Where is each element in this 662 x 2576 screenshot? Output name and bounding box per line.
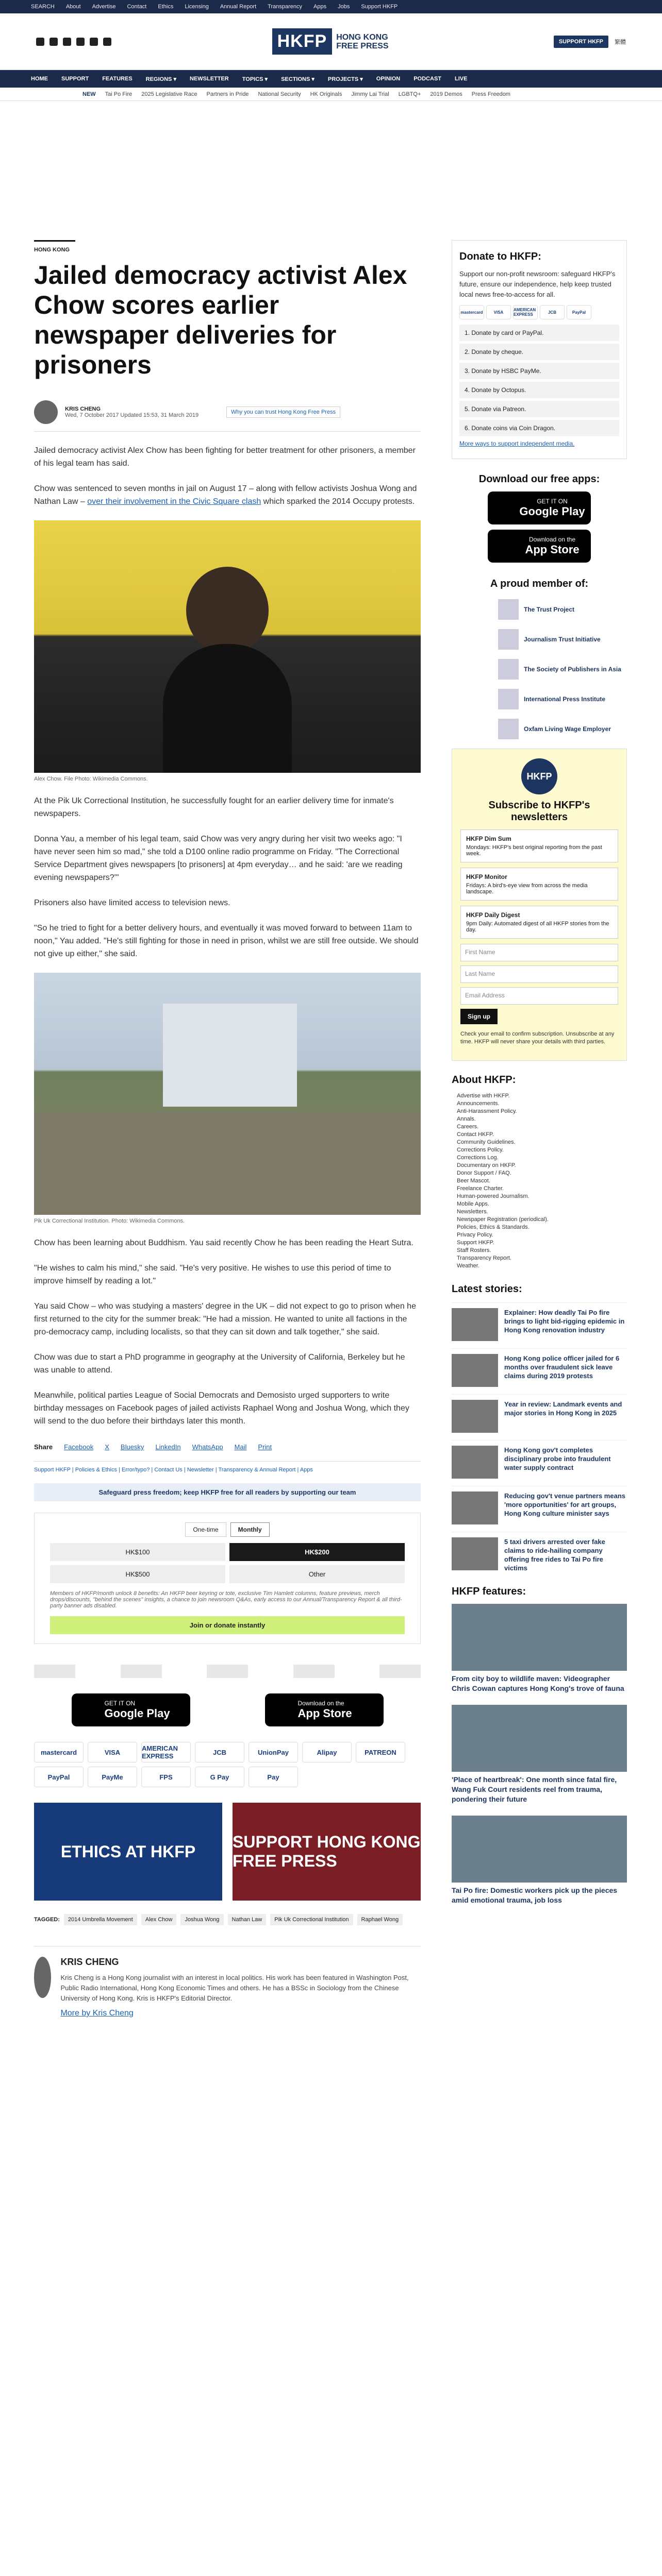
- jcb-icon[interactable]: JCB: [195, 1742, 244, 1762]
- member-logo[interactable]: Oxfam Living Wage Employer: [498, 719, 627, 739]
- about-link[interactable]: Mobile Apps.: [457, 1201, 489, 1207]
- paragraph: "So he tried to fight for a better delivery hours, and eventually it was moved forward to between 11am to noon," Yau added. "He's still fighting for those in need in prison, whilst we are still free outside. We should not give up either," she said.: [34, 924, 419, 958]
- sidebar-heading: HKFP features:: [452, 1586, 526, 1597]
- share-label: Share: [34, 1443, 53, 1451]
- feature-story[interactable]: 'Place of heartbreak': One month since fatal fire, Wang Fuk Court residents reel from trauma, pondering their future: [452, 1705, 627, 1804]
- donate-method[interactable]: 4. Donate by Octopus.: [459, 382, 619, 398]
- trending-link[interactable]: Partners in Pride: [206, 91, 249, 97]
- feature-story[interactable]: Tai Po fire: Domestic workers pick up the pieces amid emotional trauma, job loss: [452, 1816, 627, 1905]
- about-link[interactable]: Support HKFP.: [457, 1240, 494, 1246]
- first-name-field[interactable]: First Name: [460, 944, 618, 961]
- partner-logos: [34, 1665, 421, 1678]
- article: [34, 240, 421, 2018]
- visa-icon[interactable]: VISA: [88, 1742, 137, 1762]
- applepay-icon[interactable]: Pay: [249, 1767, 298, 1787]
- newsletter-signup: [452, 749, 627, 1061]
- about-link[interactable]: Human-powered Journalism.: [457, 1193, 529, 1199]
- story-thumbnail: [452, 1446, 498, 1479]
- paragraph: Donna Yau, a member of his legal team, said Chow was very angry during her visit two weeks ago: "I have never seen him so mad," she told a D100 online radio programme on Friday. "The Correctional Service Department gives newspapers [to prisoners] at 4pm everyday… and he said: 'are we reading evening newspapers?'": [34, 835, 403, 882]
- app-store-button[interactable]: Download on the App Store: [488, 530, 591, 563]
- frequency-toggle: [50, 1522, 405, 1537]
- brand-actions: [554, 36, 626, 48]
- main-nav: [0, 70, 662, 88]
- tag[interactable]: Pik Uk Correctional Institution: [270, 1914, 353, 1925]
- newsletter-option[interactable]: HKFP Dim Sum Mondays: HKFP's best original reporting from the past week.: [460, 829, 618, 862]
- facebook-icon[interactable]: [36, 38, 44, 46]
- more-ways-link[interactable]: More ways to support independent media.: [459, 440, 575, 447]
- paragraph: Meanwhile, political parties League of Social Democrats and Demosisto urged supporters to write birthday messages on Facebook pages of jailed activists Raphael Wong and Joshua Wong, which they will send to the duo before their birthdays later this month.: [34, 1391, 409, 1426]
- topbar-link[interactable]: Contact: [127, 4, 147, 10]
- photo-caption: Pik Uk Correctional Institution. Photo: Wikimedia Commons.: [34, 1218, 185, 1224]
- newsletter-option[interactable]: HKFP Daily Digest 9pm Daily: Automated digest of all HKFP stories from the day.: [460, 906, 618, 939]
- article-footer-links[interactable]: Support HKFP | Policies & Ethics | Error/typo? | Contact Us | Newsletter | Transparency & Annual Report | Apps: [34, 1467, 313, 1473]
- promo-banners: [34, 1803, 421, 1901]
- jcb-icon: JCB: [540, 305, 565, 319]
- nav-item[interactable]: TOPICS ▾: [242, 76, 268, 82]
- inline-link[interactable]: over their involvement in the Civic Square clash: [87, 497, 261, 506]
- member-logo[interactable]: The Society of Publishers in Asia: [498, 659, 627, 680]
- tag[interactable]: Alex Chow: [141, 1914, 177, 1925]
- social-icons: [36, 38, 111, 46]
- about-link[interactable]: Donor Support / FAQ.: [457, 1170, 511, 1176]
- gpay-icon[interactable]: G Pay: [195, 1767, 244, 1787]
- share-whatsapp[interactable]: WhatsApp: [192, 1443, 223, 1451]
- about-links: [452, 1092, 627, 1270]
- member-logo[interactable]: International Press Institute: [498, 689, 627, 709]
- share-mail[interactable]: Mail: [234, 1443, 247, 1451]
- share-bar: [34, 1443, 421, 1462]
- donate-methods: [459, 325, 619, 436]
- about-link[interactable]: Corrections Policy.: [457, 1147, 504, 1153]
- share-print[interactable]: Print: [258, 1443, 272, 1451]
- trust-project-logo[interactable]: [34, 1665, 75, 1678]
- topbar-link[interactable]: Transparency: [268, 4, 302, 10]
- latest-story[interactable]: Explainer: How deadly Tai Po fire brings to light bid-rigging epidemic in Hong Kong renovation industry: [452, 1302, 627, 1341]
- nav-item[interactable]: HOME: [31, 76, 48, 82]
- payme-icon[interactable]: PayMe: [88, 1767, 137, 1787]
- sidebar-members: [452, 578, 627, 739]
- nav-item[interactable]: REGIONS ▾: [145, 76, 176, 82]
- about-link[interactable]: Documentary on HKFP.: [457, 1162, 516, 1168]
- email-field[interactable]: Email Address: [460, 987, 618, 1005]
- topbar-link[interactable]: Annual Report: [220, 4, 257, 10]
- x-icon[interactable]: [49, 38, 58, 46]
- patreon-icon[interactable]: PATREON: [356, 1742, 405, 1762]
- about-link[interactable]: Contact HKFP.: [457, 1131, 494, 1138]
- trending-link[interactable]: National Security: [258, 91, 301, 97]
- trending-link[interactable]: Press Freedom: [471, 91, 510, 97]
- author-avatar: [34, 400, 58, 424]
- member-logo-list: [452, 599, 627, 739]
- tag[interactable]: Joshua Wong: [180, 1914, 223, 1925]
- newsletter-option[interactable]: HKFP Monitor Fridays: A bird's-eye view from across the media landscape.: [460, 868, 618, 901]
- sidebar-heading: Download our free apps:: [478, 473, 600, 485]
- top-utility-bar: [0, 0, 662, 13]
- share-facebook[interactable]: Facebook: [64, 1443, 94, 1451]
- nav-item[interactable]: FEATURES: [102, 76, 133, 82]
- trending-link[interactable]: Jimmy Lai Trial: [351, 91, 389, 97]
- linkedin-icon[interactable]: [90, 38, 98, 46]
- latest-story[interactable]: 5 taxi drivers arrested over fake claims to ride-hailing company offering free rides to Tai Po fire victims: [452, 1532, 627, 1572]
- signup-note: Check your email to confirm subscription. Unsubscribe at any time. HKFP will never share your details with third parties.: [460, 1031, 615, 1045]
- tag[interactable]: 2014 Umbrella Movement: [64, 1914, 137, 1925]
- app-buttons: [34, 1693, 421, 1726]
- more-by-author[interactable]: More by Kris Cheng: [60, 2009, 134, 2018]
- paragraph: Chow was due to start a PhD programme in geography at the University of California, Berkeley but he was unable to attend.: [34, 1353, 405, 1375]
- fps-icon[interactable]: FPS: [141, 1767, 191, 1787]
- brand-bar: [0, 13, 662, 70]
- donate-method[interactable]: 6. Donate coins via Coin Dragon.: [459, 420, 619, 436]
- mastercard-icon[interactable]: mastercard: [34, 1742, 84, 1762]
- story-thumbnail: [452, 1400, 498, 1433]
- paypal-icon[interactable]: PayPal: [34, 1767, 84, 1787]
- new-label: NEW: [82, 91, 96, 97]
- language-switch[interactable]: 繁體: [615, 39, 626, 45]
- sidebar-pay-icons: [459, 305, 619, 319]
- byline: [34, 400, 421, 432]
- feature-story[interactable]: From city boy to wildlife maven: Videographer Chris Cowan captures Hong Kong's trove of fauna: [452, 1604, 627, 1693]
- topbar-link[interactable]: SEARCH: [31, 4, 55, 10]
- sidebar-heading: Subscribe to HKFP's newsletters: [488, 800, 590, 823]
- about-link[interactable]: Beer Mascot.: [457, 1178, 490, 1184]
- about-link[interactable]: Staff Rosters.: [457, 1247, 491, 1253]
- latest-story[interactable]: Reducing gov't venue partners means 'more opportunities' for art groups, Hong Kong culture minister says: [452, 1486, 627, 1524]
- topbar-link[interactable]: Licensing: [185, 4, 209, 10]
- last-name-field[interactable]: Last Name: [460, 965, 618, 983]
- share-bluesky[interactable]: Bluesky: [120, 1443, 144, 1451]
- paypal-icon: PayPal: [567, 305, 591, 319]
- donate-method[interactable]: 5. Donate via Patreon.: [459, 401, 619, 417]
- bluesky-icon[interactable]: [103, 38, 111, 46]
- tags-label: TAGGED:: [34, 1917, 60, 1923]
- about-link[interactable]: Transparency Report.: [457, 1255, 511, 1261]
- hkfp-features: [452, 1586, 627, 1905]
- article-dates: Wed, 7 October 2017 Updated 15:53, 31 March 2019: [65, 412, 199, 418]
- hkfp-logo-icon: HKFP: [521, 758, 557, 794]
- freq-one-time[interactable]: One-time: [185, 1522, 226, 1537]
- amount-options: [50, 1543, 405, 1583]
- feature-image: [452, 1705, 627, 1772]
- topbar-link[interactable]: Jobs: [338, 4, 350, 10]
- logo-mark: HKFP: [272, 28, 333, 55]
- paragraph: Yau said Chow – who was studying a masters' degree in the UK – did not expect to go to prison when he first returned to the city for the summer break: "He had a mission. He wanted to unite all factions in the pro-democracy camp, including localists, so that they can sit down and talk together," she said.: [34, 1302, 416, 1336]
- jti-icon: [498, 629, 519, 650]
- amount-option[interactable]: Other: [229, 1565, 405, 1583]
- support-banner[interactable]: Safeguard press freedom; keep HKFP free for all readers by supporting our team: [34, 1483, 421, 1501]
- trending-link[interactable]: 2025 Legislative Race: [141, 91, 197, 97]
- paragraph: At the Pik Uk Correctional Institution, he successfully fought for an earlier delivery time for inmate's newspapers.: [34, 796, 394, 818]
- author-avatar: [34, 1957, 51, 1998]
- sidebar-heading: About HKFP:: [452, 1074, 516, 1086]
- donate-note: Support our non-profit newsroom: safeguard HKFP's future, ensure our independence, help keep trusted local news free-to-access for all.: [459, 270, 616, 298]
- sidebar-donate: [452, 240, 627, 459]
- nav-item[interactable]: PROJECTS ▾: [327, 76, 363, 82]
- latest-stories: [452, 1283, 627, 1572]
- sidebar-apps: [452, 473, 627, 563]
- share-x[interactable]: X: [105, 1443, 109, 1451]
- amex-icon: AMERICAN EXPRESS: [513, 305, 538, 319]
- sidebar: [452, 240, 627, 1917]
- logo-text: HONG KONG FREE PRESS: [336, 32, 389, 50]
- alex-chow-photo: [34, 520, 421, 773]
- member-benefits: Members of HKFP/month unlock 8 benefits: An HKFP beer keyring or tote, exclusive Tim Hamlett columns, feature previews, merch drops/discounts, "behind the scenes" insights, a chance to join newsroom Q&As, early access to our Annual/Transparency Report & all third-party banner ads disabled.: [50, 1590, 402, 1609]
- about-link[interactable]: Weather.: [457, 1263, 479, 1269]
- about-section: [452, 1074, 627, 1270]
- trending-link[interactable]: 2019 Demos: [430, 91, 462, 97]
- trending-link[interactable]: LGBTQ+: [398, 91, 421, 97]
- paragraph: Chow has been learning about Buddhism. Yau said recently Chow he has been reading the Heart Sutra.: [34, 1239, 413, 1247]
- author-box-name[interactable]: KRIS CHENG: [60, 1957, 119, 1967]
- sidebar-heading: Latest stories:: [452, 1283, 522, 1295]
- about-link[interactable]: Anti-Harassment Policy.: [457, 1108, 517, 1114]
- feature-image: [452, 1604, 627, 1671]
- visa-icon: VISA: [486, 305, 511, 319]
- oxfam-logo[interactable]: [379, 1665, 421, 1678]
- google-play-button[interactable]: GET IT ON Google Play: [72, 1693, 190, 1726]
- paragraph: Chow was sentenced to seven months in jail on August 17 – along with fellow activists Joshua Wong and Nathan Law – over their involvement in the Civic Square clash which sparked the 2014 Occupy protests.: [34, 484, 417, 506]
- sopa-logo[interactable]: [207, 1665, 248, 1678]
- about-link[interactable]: Policies, Ethics & Standards.: [457, 1224, 529, 1230]
- topbar-link[interactable]: Apps: [313, 4, 327, 10]
- nav-item[interactable]: PODCAST: [413, 76, 441, 82]
- article-title: Jailed democracy activist Alex Chow scores earlier newspaper deliveries for prisoners: [34, 261, 407, 379]
- youtube-icon[interactable]: [76, 38, 85, 46]
- sidebar-heading: Donate to HKFP:: [459, 251, 541, 262]
- tag[interactable]: Nathan Law: [228, 1914, 267, 1925]
- author-name[interactable]: KRIS CHENG: [65, 406, 101, 412]
- author-bio: Kris Cheng is a Hong Kong journalist with an interest in local politics. His work has been featured in Washington Post, Public Radio International, Hong Kong Economic Times and others. He has a BSSc in Sociology from the Chinese University of Hong Kong. Kris is HKFP's Editorial Director.: [60, 1974, 409, 2002]
- ipi-icon: [498, 689, 519, 709]
- about-link[interactable]: Privacy Policy.: [457, 1232, 493, 1238]
- nav-item[interactable]: NEWSLETTER: [189, 76, 229, 82]
- author-box: [34, 1946, 421, 2018]
- nav-item[interactable]: LIVE: [455, 76, 468, 82]
- share-linkedin[interactable]: LinkedIn: [155, 1443, 181, 1451]
- signup-button[interactable]: Sign up: [460, 1009, 498, 1024]
- amount-option[interactable]: HK$500: [50, 1565, 225, 1583]
- about-link[interactable]: Newspaper Registration (periodical).: [457, 1216, 549, 1223]
- alipay-icon[interactable]: Alipay: [302, 1742, 352, 1762]
- jti-logo[interactable]: [121, 1665, 162, 1678]
- freq-monthly[interactable]: Monthly: [230, 1522, 270, 1537]
- about-link[interactable]: Freelance Charter.: [457, 1185, 504, 1192]
- trending-link[interactable]: Tai Po Fire: [105, 91, 133, 97]
- sidebar-heading: A proud member of:: [490, 578, 589, 589]
- about-link[interactable]: Advertise with HKFP.: [457, 1093, 510, 1099]
- trending-link[interactable]: HK Originals: [310, 91, 342, 97]
- nav-item[interactable]: OPINION: [376, 76, 401, 82]
- join-button[interactable]: Join or donate instantly: [50, 1616, 405, 1634]
- photo-caption: Alex Chow. File Photo: Wikimedia Commons.: [34, 776, 148, 782]
- app-store-button[interactable]: Download on the App Store: [265, 1693, 384, 1726]
- donate-method[interactable]: 2. Donate by cheque.: [459, 344, 619, 360]
- topbar-link[interactable]: About: [65, 4, 81, 10]
- about-link[interactable]: Annals.: [457, 1116, 476, 1122]
- topbar-link[interactable]: Ethics: [158, 4, 174, 10]
- story-thumbnail: [452, 1492, 498, 1524]
- trust-project-icon: [498, 599, 519, 620]
- about-link[interactable]: Announcements.: [457, 1100, 500, 1107]
- feature-image: [452, 1816, 627, 1883]
- story-thumbnail: [452, 1354, 498, 1387]
- tags: [34, 1914, 421, 1925]
- support-button[interactable]: SUPPORT HKFP: [554, 36, 608, 48]
- about-link[interactable]: Corrections Log.: [457, 1155, 499, 1161]
- latest-story[interactable]: Year in review: Landmark events and major stories in Hong Kong in 2025: [452, 1394, 627, 1433]
- unionpay-icon[interactable]: UnionPay: [249, 1742, 298, 1762]
- google-play-button[interactable]: GET IT ON Google Play: [488, 492, 591, 524]
- paragraph: Prisoners also have limited access to television news.: [34, 899, 230, 907]
- sopa-icon: [498, 659, 519, 680]
- tag[interactable]: Raphael Wong: [357, 1914, 403, 1925]
- mastercard-icon: mastercard: [459, 305, 484, 319]
- donate-widget: [34, 1513, 421, 1644]
- instagram-icon[interactable]: [63, 38, 71, 46]
- trust-link[interactable]: Why you can trust Hong Kong Free Press: [226, 406, 340, 418]
- topbar-link[interactable]: Support HKFP: [361, 4, 398, 10]
- story-thumbnail: [452, 1308, 498, 1341]
- article-category[interactable]: HONG KONG: [34, 240, 75, 253]
- topbar-link[interactable]: Advertise: [92, 4, 116, 10]
- ethics-promo[interactable]: ETHICS AT HKFP: [34, 1803, 222, 1901]
- pik-uk-photo: [34, 973, 421, 1215]
- oxfam-icon: [498, 719, 519, 739]
- payment-methods: [34, 1742, 421, 1787]
- support-promo[interactable]: SUPPORT HONG KONG FREE PRESS: [233, 1803, 421, 1901]
- story-thumbnail: [452, 1537, 498, 1570]
- ipi-logo[interactable]: [293, 1665, 335, 1678]
- donate-method[interactable]: 1. Donate by card or PayPal.: [459, 325, 619, 341]
- paragraph: Jailed democracy activist Alex Chow has been fighting for better treatment for other prisoners, a member of his legal team has said.: [34, 446, 416, 468]
- member-logo[interactable]: The Trust Project: [498, 599, 627, 620]
- about-link[interactable]: Newsletters.: [457, 1209, 488, 1215]
- latest-story[interactable]: Hong Kong police officer jailed for 6 months over fraudulent sick leave claims during 2019 protests: [452, 1348, 627, 1387]
- latest-story[interactable]: Hong Kong gov't completes disciplinary probe into fraudulent water supply contract: [452, 1440, 627, 1479]
- member-logo[interactable]: Journalism Trust Initiative: [498, 629, 627, 650]
- amount-option[interactable]: HK$200: [229, 1543, 405, 1561]
- paragraph: "He wishes to calm his mind," she said. "He's very positive. He wishes to use this period of time to improve himself by reading a lot.": [34, 1264, 391, 1285]
- nav-item[interactable]: SECTIONS ▾: [281, 76, 315, 82]
- about-link[interactable]: Community Guidelines.: [457, 1139, 516, 1145]
- about-link[interactable]: Careers.: [457, 1124, 479, 1130]
- nav-item[interactable]: SUPPORT: [61, 76, 89, 82]
- trending-nav: [0, 88, 662, 101]
- site-logo[interactable]: [272, 28, 393, 55]
- amount-option[interactable]: HK$100: [50, 1543, 225, 1561]
- donate-method[interactable]: 3. Donate by HSBC PayMe.: [459, 363, 619, 379]
- amex-icon[interactable]: AMERICAN EXPRESS: [141, 1742, 191, 1762]
